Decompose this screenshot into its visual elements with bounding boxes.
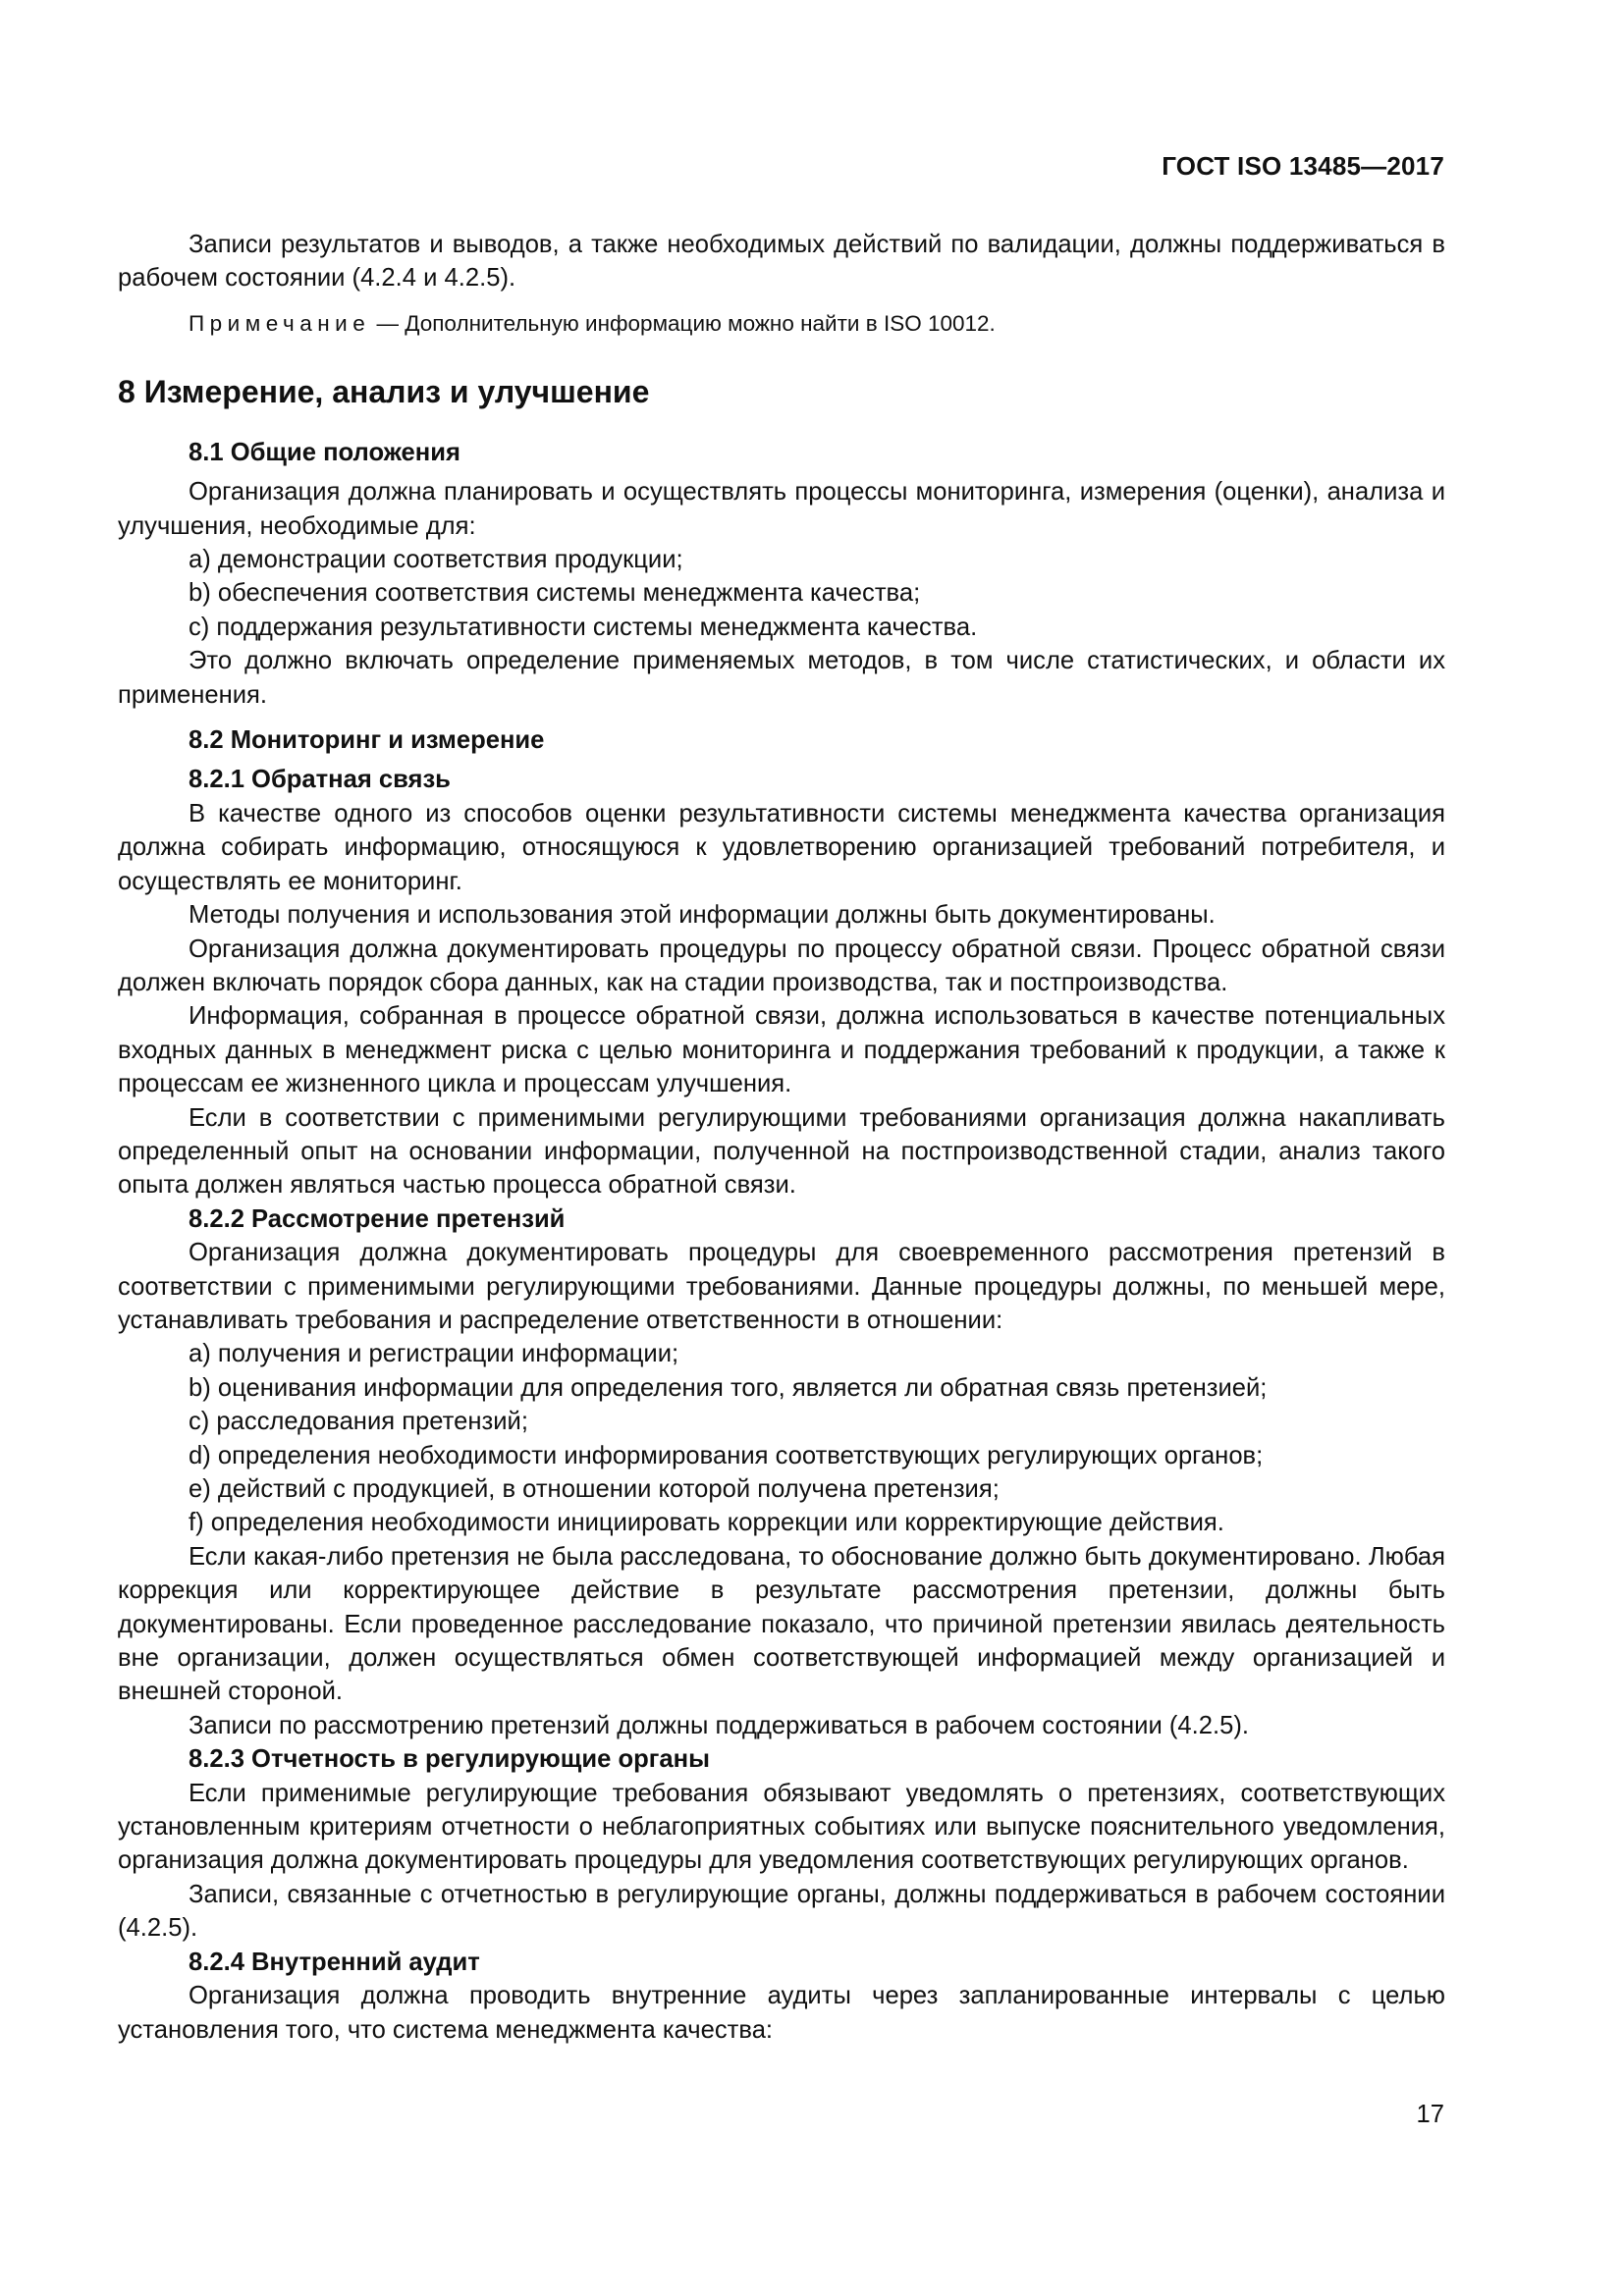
paragraph: Если применимые регулирующие требования обязывают уведомлять о претензиях, соответствующих установленным критериям отчетности о неблагоприятных событиях или выпуске пояснительного уведомления, организация должна документировать процедуры для уведомления соответствующих регулирующих органов. xyxy=(118,1779,1445,1875)
section-8-1-closing: Это должно включать определение применяемых методов, в том числе статистических, и области их применения. xyxy=(118,647,1445,709)
section-8-2-4-heading: 8.2.4 Внутренний аудит xyxy=(189,1948,480,1976)
section-8-2-2-list xyxy=(118,1337,1445,1539)
list-item: b) обеспечения соответствия системы менеджмента качества; xyxy=(189,579,921,608)
page-number: 17 xyxy=(1416,2101,1444,2128)
list-item: c) расследования претензий; xyxy=(189,1408,528,1436)
section-8-1-heading: 8.1 Общие положения xyxy=(189,438,460,466)
list-item: b) оценивания информации для определения того, является ли обратная связь претензией; xyxy=(189,1373,1268,1402)
section-8-2-2-heading: 8.2.2 Рассмотрение претензий xyxy=(189,1204,566,1233)
section-8-1-list xyxy=(118,543,1445,644)
paragraph: Записи по рассмотрению претензий должны поддерживаться в рабочем состоянии (4.2.5). xyxy=(189,1711,1249,1739)
list-item: e) действий с продукцией, в отношении которой получена претензия; xyxy=(189,1475,1000,1503)
list-item: a) получения и регистрации информации; xyxy=(189,1340,679,1368)
document-id-header: ГОСТ ISO 13485—2017 xyxy=(1162,151,1444,181)
section-8-1-intro: Организация должна планировать и осуществлять процессы мониторинга, измерения (оценки), анализа и улучшения, необходимые для: xyxy=(118,478,1445,540)
paragraph: В качестве одного из способов оценки результативности системы менеджмента качества организация должна собирать информацию, относящуюся к удовлетворению организацией требований потребителя, и осуществлять ее мониторинг. xyxy=(118,799,1445,895)
paragraph-records-validation: Записи результатов и выводов, а также необходимых действий по валидации, должны поддерживаться в рабочем состоянии (4.2.4 и 4.2.5). xyxy=(118,231,1445,293)
paragraph: Организация должна документировать процедуры по процессу обратной связи. Процесс обратной связи должен включать порядок сбора данных, как на стадии производства, так и постпроизводства. xyxy=(118,934,1445,996)
paragraph: Методы получения и использования этой информации должны быть документированы. xyxy=(189,901,1216,930)
list-item: c) поддержания результативности системы менеджмента качества. xyxy=(189,613,978,641)
list-item: d) определения необходимости информирования соответствующих регулирующих органов; xyxy=(189,1441,1264,1469)
note-text: — Дополнительную информацию можно найти в ISO 10012. xyxy=(370,310,996,336)
list-item: a) демонстрации соответствия продукции; xyxy=(189,546,683,574)
note xyxy=(118,309,1445,339)
paragraph: Если в соответствии с применимыми регулирующими требованиями организация должна накапливать определенный опыт на основании информации, полученной на постпроизводственной стадии, анализ такого опыта должен являться частью процесса обратной связи. xyxy=(118,1103,1445,1200)
paragraph: Информация, собранная в процессе обратной связи, должна использоваться в качестве потенциальных входных данных в менеджмент риска с целью мониторинга и поддержания требований к продукции, а также к процессам ее жизненного цикла и процессам улучшения. xyxy=(118,1002,1445,1098)
section-8-2-3-heading: 8.2.3 Отчетность в регулирующие органы xyxy=(189,1745,710,1774)
section-8-2-heading: 8.2 Мониторинг и измерение xyxy=(189,726,545,755)
section-8-2-2-intro: Организация должна документировать процедуры для своевременного рассмотрения претензий в соответствии с применимыми регулирующими требованиями. Данные процедуры должны, по меньшей мере, устанавливать требования и распределение ответственности в отношении: xyxy=(118,1239,1445,1334)
paragraph: Если какая-либо претензия не была расследована, то обоснование должно быть документировано. Любая коррекция или корректирующее действие в результате рассмотрения претензии, должны быть документированы. Если проведенное расследование показало, что причиной претензии явилась деятельность вне организации, должен осуществляться обмен соответствующей информацией между организацией и внешней стороной. xyxy=(118,1542,1445,1706)
section-8-2-1-heading: 8.2.1 Обратная связь xyxy=(189,766,451,794)
list-item: f) определения необходимости инициировать коррекции или корректирующие действия. xyxy=(189,1509,1224,1537)
section-8-heading: 8 Измерение, анализ и улучшение xyxy=(118,373,650,409)
paragraph: Записи, связанные с отчетностью в регулирующие органы, должны поддерживаться в рабочем состоянии (4.2.5). xyxy=(118,1880,1445,1943)
paragraph: Организация должна проводить внутренние аудиты через запланированные интервалы с целью установления того, что система менеджмента качества: xyxy=(118,1982,1445,2044)
note-label: Примечание xyxy=(189,310,371,336)
document-body xyxy=(118,228,1445,2047)
